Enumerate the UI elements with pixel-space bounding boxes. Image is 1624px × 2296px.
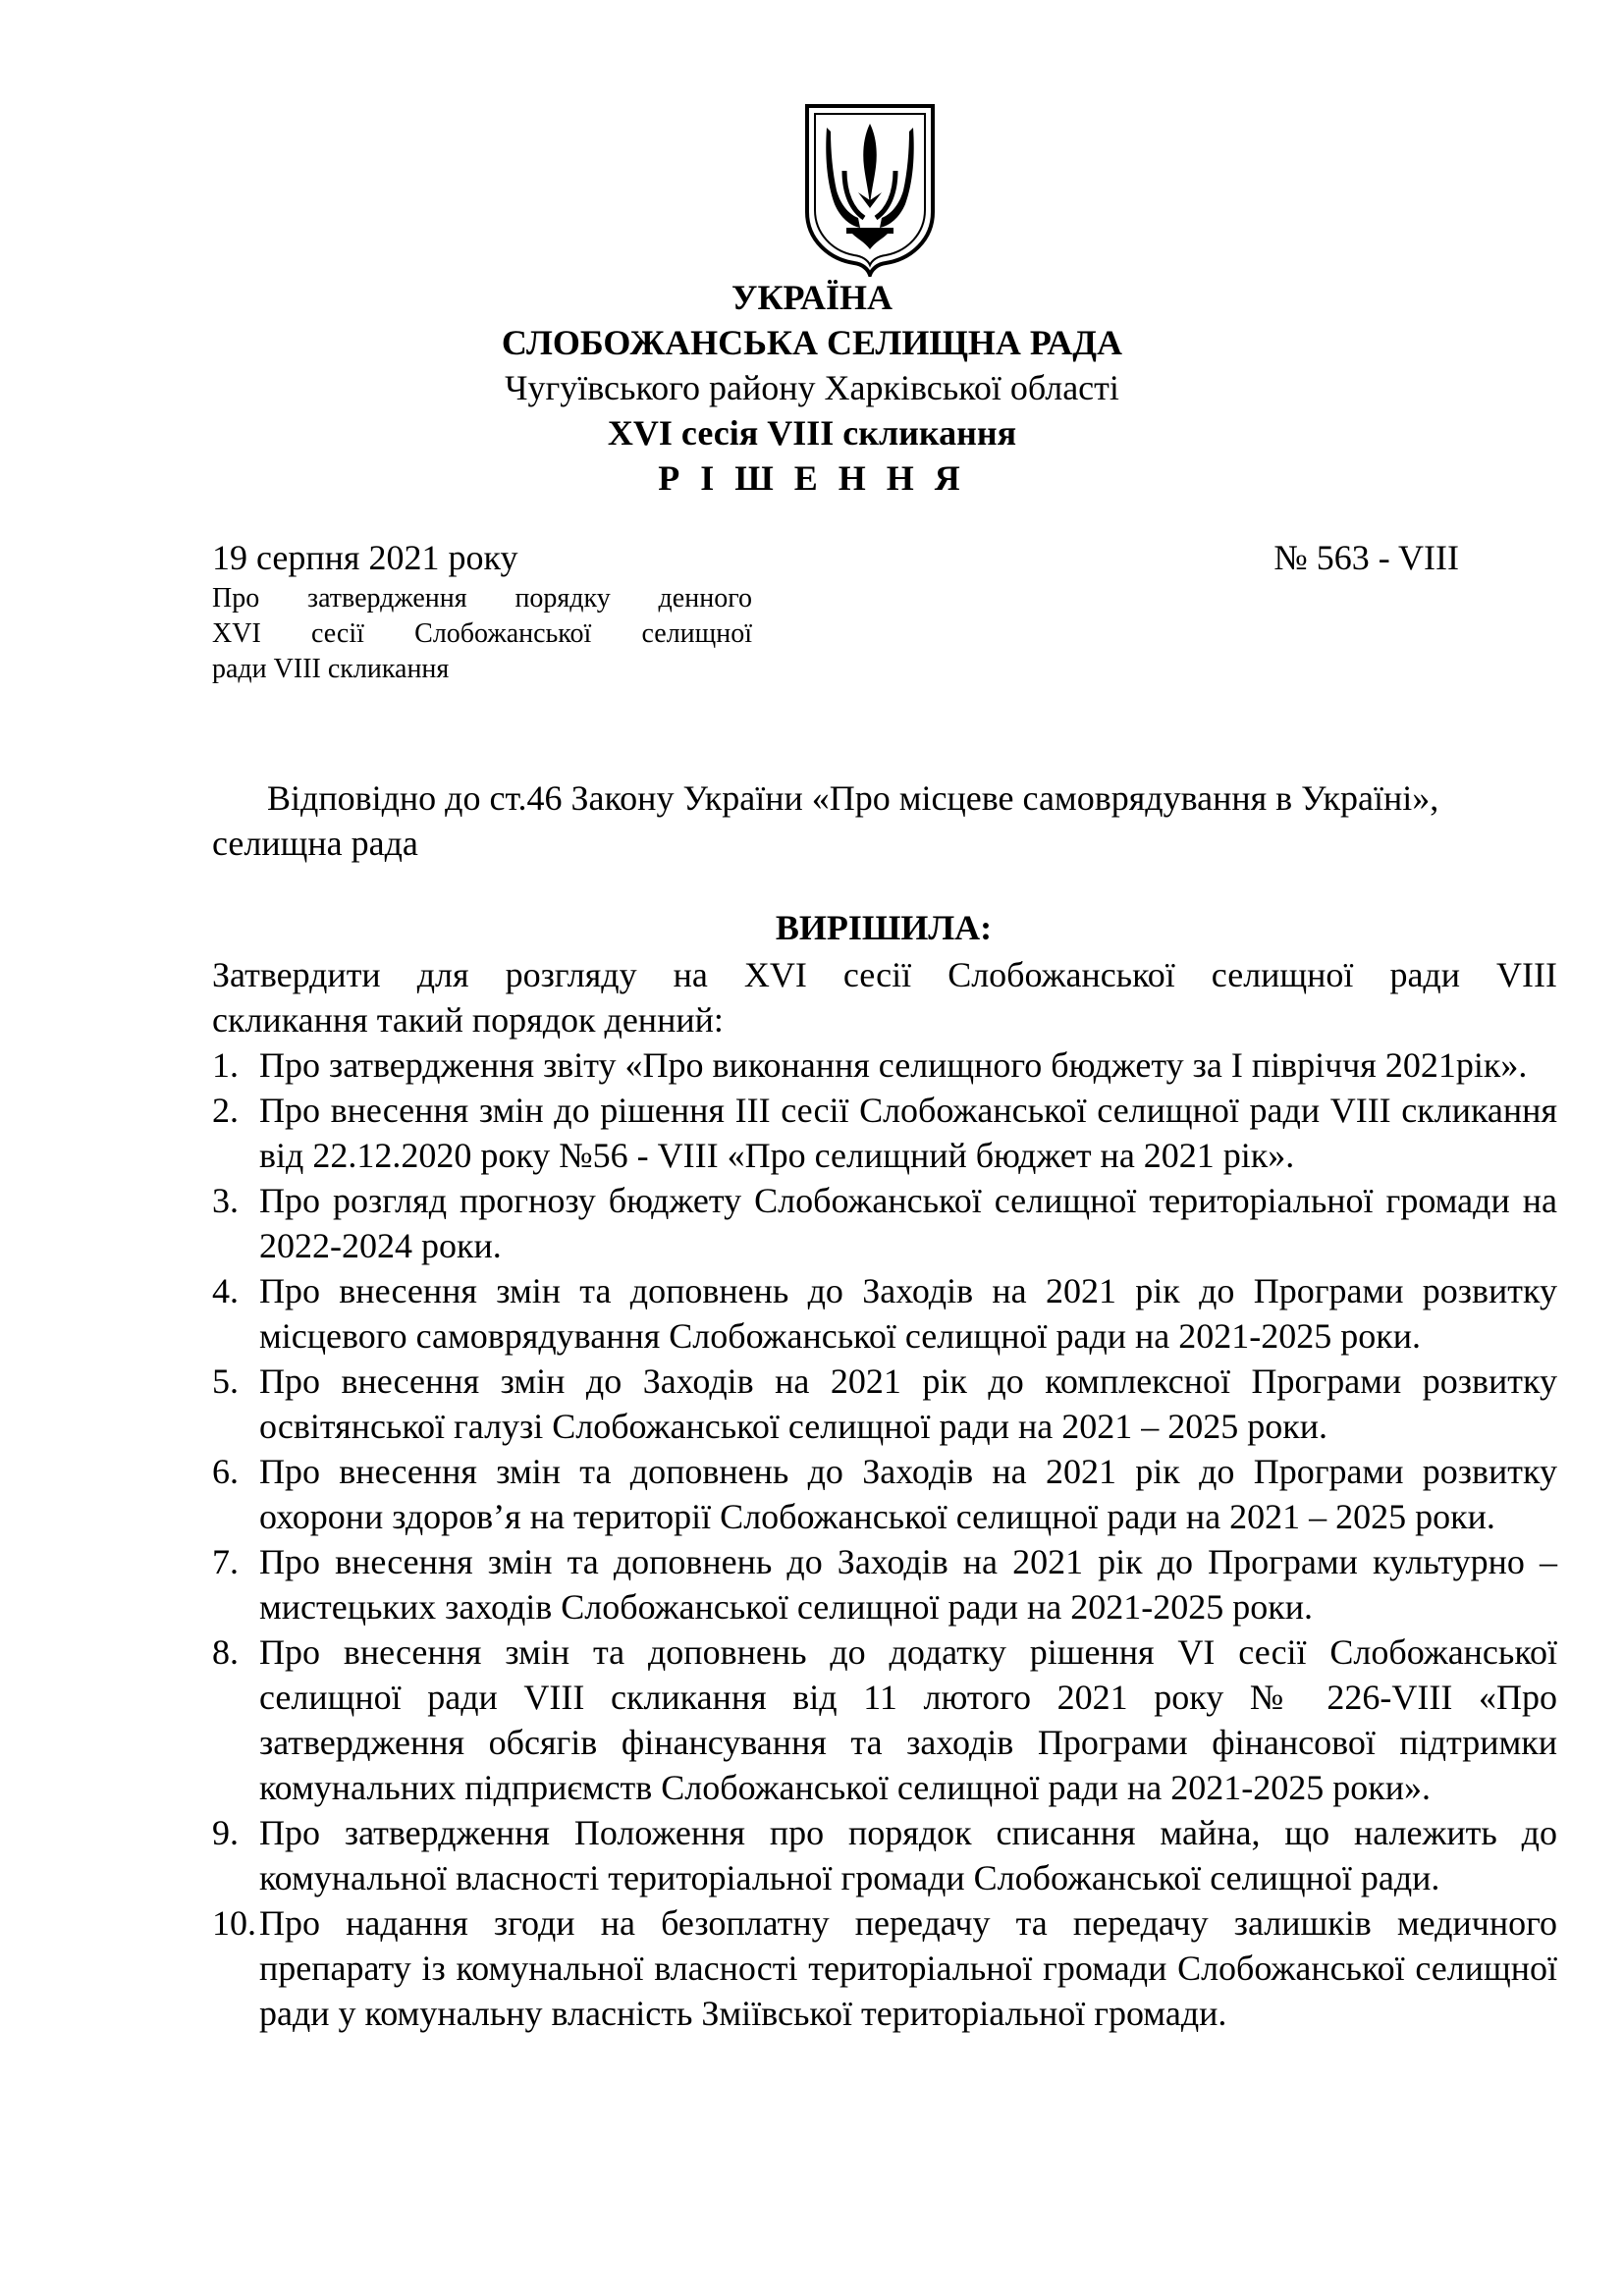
agenda-item-text: Про затвердження Положення про порядок списання майна, що належить до комунальної власності територіальної громади Слобожанської селищної ради. [259, 1813, 1557, 1897]
agenda-item [212, 1629, 1557, 1810]
agenda-item-text: Про розгляд прогнозу бюджету Слобожанської селищної територіальної громади на 2022-2024 роки. [259, 1181, 1557, 1265]
agenda-item [212, 1900, 1557, 2036]
header-district: Чугуївського району Харківської області [505, 368, 1119, 407]
agenda-item [212, 1539, 1557, 1629]
agenda-item-number: 8. [212, 1632, 239, 1672]
agenda-item [212, 1449, 1557, 1539]
decision-date: 19 серпня 2021 року [212, 538, 518, 577]
agenda-item [212, 1042, 1557, 1088]
document-type: Р І Ш Е Н Н Я [658, 458, 966, 498]
decided-heading: ВИРІШИЛА: [775, 908, 993, 947]
preamble-line: Відповідно до ст.46 Закону України «Про місцеве самоврядування в Україні», [267, 778, 1439, 818]
agenda-item-number: 1. [212, 1045, 239, 1085]
agenda-item-text: Про внесення змін та доповнень до додатку рішення VI сесії Слобожанської селищної ради VIII скликання від 11 лютого 2021 року № 226-VIII «Про затвердження обсягів фінансування та заходів Програми фінансової підтримки комунальних підприємств Слобожанської селищної ради на 2021-2025 роки». [259, 1632, 1557, 1807]
preamble-line: селищна рада [212, 824, 418, 863]
header-session: XVI сесія VIII скликання [607, 413, 1017, 453]
agenda-item-text: Про затвердження звіту «Про виконання селищного бюджету за І півріччя 2021рік». [259, 1045, 1528, 1085]
agenda-item-number: 5. [212, 1362, 239, 1401]
agenda-item [212, 1178, 1557, 1268]
agenda-item [212, 1268, 1557, 1359]
header-council: СЛОБОЖАНСЬКА СЕЛИЩНА РАДА [501, 323, 1123, 362]
agenda-item-number: 7. [212, 1542, 239, 1581]
subject-line: ради VIII скликання [212, 654, 450, 684]
agenda-item-number: 6. [212, 1452, 239, 1491]
agenda-item-number: 10. [212, 1903, 256, 1943]
agenda-item-text: Про внесення змін та доповнень до Заходів на 2021 рік до Програми культурно – мистецьких заходів Слобожанської селищної ради на 2021-2025 роки. [259, 1542, 1557, 1627]
header-country: УКРАЇНА [731, 278, 893, 317]
agenda-item-number: 3. [212, 1181, 239, 1220]
agenda-item [212, 1359, 1557, 1449]
intro-line: Затвердити для розгляду на XVI сесії Слобожанської селищної ради VIII [212, 955, 1557, 994]
agenda-item [212, 1088, 1557, 1178]
preamble [212, 775, 1557, 866]
coat-of-arms-icon [801, 102, 939, 277]
agenda-intro [212, 952, 1557, 1042]
date-number-line [212, 535, 1459, 580]
intro-line: скликання такий порядок денний: [212, 1000, 724, 1040]
agenda-item-number: 9. [212, 1813, 239, 1852]
agenda-item-text: Про надання згоди на безоплатну передачу та передачу залишків медичного препарату із комунальної власності територіальної громади Слобожанської селищної ради у комунальну власність Зміївської територіальної громади. [259, 1903, 1557, 2033]
decision-number: № 563 - VIII [1273, 538, 1459, 577]
agenda-item [212, 1810, 1557, 1900]
agenda-list [212, 1042, 1557, 2036]
agenda-item-number: 2. [212, 1091, 239, 1130]
agenda-item-number: 4. [212, 1271, 239, 1310]
agenda-item-text: Про внесення змін до рішення ІІІ сесії Слобожанської селищної ради VIII скликання від 22.12.2020 року №56 - VIII «Про селищний бюджет на 2021 рік». [259, 1091, 1557, 1175]
subject-line: Про затвердження порядку денного [212, 583, 752, 614]
agenda-item-text: Про внесення змін та доповнень до Заходів на 2021 рік до Програми розвитку охорони здоров’я на території Слобожанської селищної ради на 2021 – 2025 роки. [259, 1452, 1557, 1536]
decision-subject [212, 581, 752, 687]
agenda-item-text: Про внесення змін до Заходів на 2021 рік до комплексної Програми розвитку освітянської галузі Слобожанської селищної ради на 2021 – 2025 роки. [259, 1362, 1557, 1446]
subject-line: XVI сесії Слобожанської селищної [212, 618, 752, 649]
agenda-item-text: Про внесення змін та доповнень до Заходів на 2021 рік до Програми розвитку місцевого самоврядування Слобожанської селищної ради на 2021-2025 роки. [259, 1271, 1557, 1356]
